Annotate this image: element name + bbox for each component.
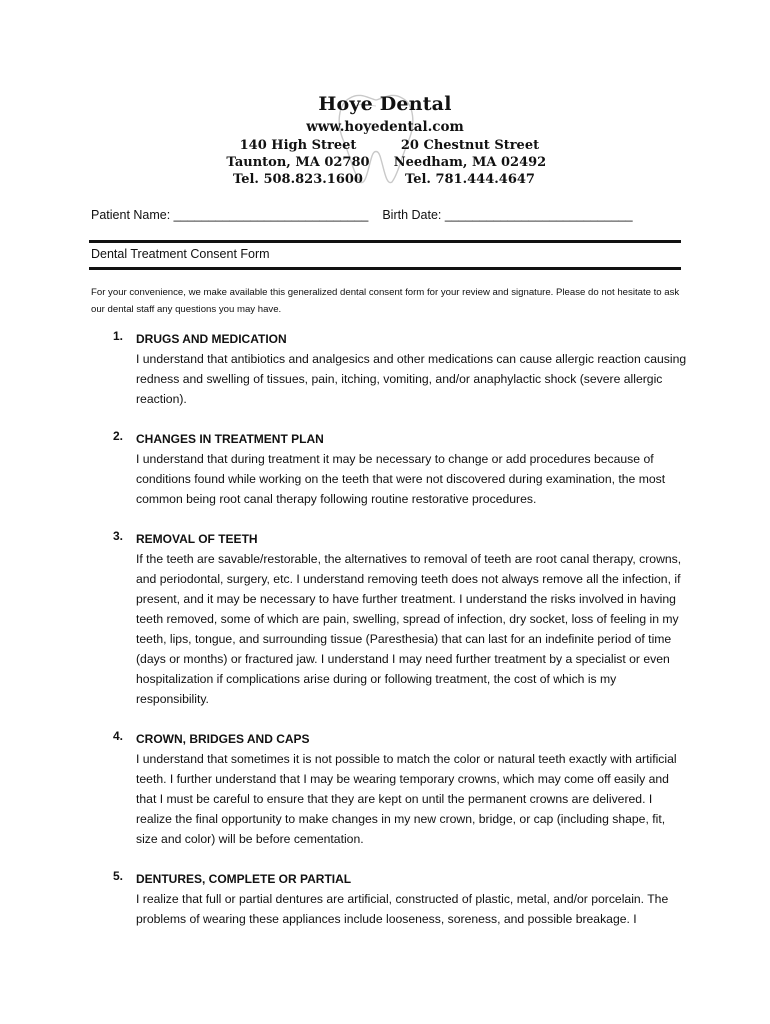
section-changes-treatment-plan — [113, 429, 688, 509]
section-dentures — [113, 869, 688, 929]
section-body: If the teeth are savable/restorable, the alternatives to removal of teeth are root canal therapy, crowns, and periodontal, surgery, etc. I understand removing teeth does not always remove all the infection, if present, and it may be necessary to have further treatment. I understand the risks involved in having teeth removed, some of which are pain, swelling, spread of infection, dry socket, loss of feeling in my teeth, lips, tongue, and surrounding tissue (Paresthesia) that can last for an indefinite period of time (days or months) or fractured jaw. I understand I may need further treatment by a specialist or even hospitalization if complications arise during or following treatment, the cost of which is my responsibility. — [136, 552, 682, 706]
section-number: 5. — [113, 869, 124, 883]
section-drugs-medication — [113, 329, 688, 409]
location-city: Needham, MA 02492 — [393, 155, 547, 170]
section-title: REMOVAL OF TEETH — [136, 532, 258, 546]
birth-date-field[interactable]: Birth Date: ___________________________ — [382, 208, 633, 222]
section-number: 1. — [113, 329, 124, 343]
consent-sections — [113, 329, 688, 949]
location-phone: Tel. 508.823.1600 — [233, 172, 363, 187]
patient-info-line — [91, 208, 633, 222]
section-body: I understand that during treatment it may be necessary to change or add procedures because of conditions found while working on the teeth that were not discovered during examination, the most common being root canal therapy following routine restorative procedures. — [136, 452, 666, 506]
location-needham — [385, 137, 555, 188]
patient-name-field[interactable]: Patient Name: ____________________________ — [91, 208, 369, 222]
section-removal-of-teeth — [113, 529, 688, 709]
divider-top — [89, 240, 681, 243]
section-body: I understand that sometimes it is not possible to match the color or natural teeth exactly with artificial teeth. I further understand that I may be wearing temporary crowns, which may come off easily and that I must be careful to ensure that they are kept on until the permanent crowns are delivered. I realize the final opportunity to make changes in my new crown, bridge, or cap (including shape, fit, size and color) will be before cementation. — [136, 752, 677, 846]
section-number: 4. — [113, 729, 124, 743]
section-title: CROWN, BRIDGES AND CAPS — [136, 732, 310, 746]
section-crown-bridges-caps — [113, 729, 688, 849]
location-street: 20 Chestnut Street — [400, 138, 540, 153]
section-number: 3. — [113, 529, 124, 543]
practice-website: www.hoyedental.com — [306, 119, 464, 135]
section-title: DRUGS AND MEDICATION — [136, 332, 287, 346]
location-city: Taunton, MA 02780 — [226, 155, 370, 170]
form-title: Dental Treatment Consent Form — [91, 247, 270, 261]
section-number: 2. — [113, 429, 124, 443]
section-body: I understand that antibiotics and analgesics and other medications can cause allergic reaction causing redness and swelling of tissues, pain, itching, vomiting, and/or anaphylactic shock (severe allergic reaction). — [136, 352, 687, 406]
intro-paragraph: For your convenience, we make available this generalized dental consent form for your review and signature. Please do not hesitate to ask our dental staff any questions you may have. — [91, 287, 680, 315]
location-street: 140 High Street — [239, 138, 357, 153]
practice-name: Hoye Dental — [318, 93, 452, 115]
section-body: I realize that full or partial dentures are artificial, constructed of plastic, metal, and/or porcelain. The problems of wearing these appliances include looseness, soreness, and possible breakage. I — [136, 892, 669, 926]
divider-bottom — [89, 267, 681, 270]
location-taunton — [213, 137, 383, 188]
location-phone: Tel. 781.444.4647 — [405, 172, 535, 187]
section-title: DENTURES, COMPLETE OR PARTIAL — [136, 872, 352, 886]
section-title: CHANGES IN TREATMENT PLAN — [136, 432, 324, 446]
